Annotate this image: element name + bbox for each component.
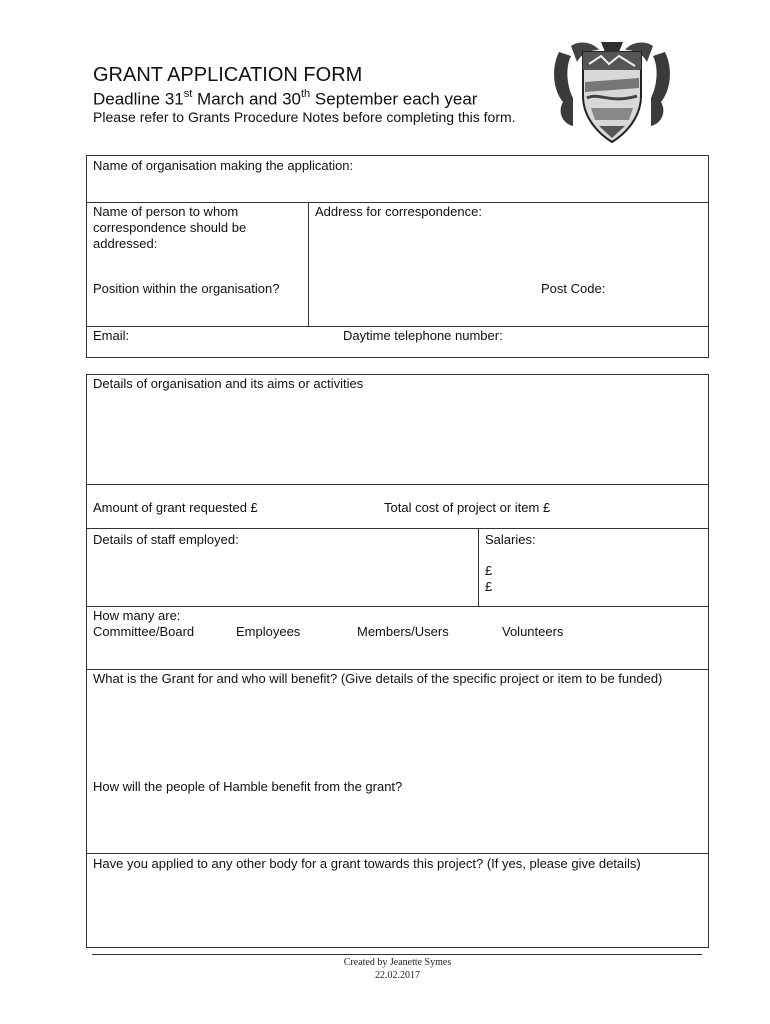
post-code-label: Post Code: xyxy=(541,281,606,296)
how-many-label: How many are: xyxy=(93,608,181,623)
total-cost-label: Total cost of project or item £ xyxy=(384,500,551,515)
salary-pound-1: £ xyxy=(485,563,493,578)
members-label: Members/Users xyxy=(357,624,449,639)
employees-label: Employees xyxy=(236,624,301,639)
other-grants-label: Have you applied to any other body for a grant towards this project? (If yes, please give details) xyxy=(93,856,641,871)
position-label: Position within the organisation? xyxy=(93,281,280,296)
salaries-label: Salaries: xyxy=(485,532,536,547)
phone-label: Daytime telephone number: xyxy=(343,328,503,343)
hamble-benefit-label: How will the people of Hamble benefit from the grant? xyxy=(93,779,403,794)
address-label: Address for correspondence: xyxy=(315,204,482,219)
deadline-text: Deadline 31st March and 30th September each year xyxy=(93,88,478,109)
salary-pound-2: £ xyxy=(485,579,493,594)
procedure-note: Please refer to Grants Procedure Notes before completing this form. xyxy=(93,109,516,125)
contact-person-label: Name of person to whom correspondence should be addressed: xyxy=(93,204,247,251)
footer-divider xyxy=(92,954,702,955)
form-title: GRANT APPLICATION FORM xyxy=(93,64,363,86)
org-details-label: Details of organisation and its aims or activities xyxy=(93,376,364,391)
footer-date: 22.02.2017 xyxy=(375,970,420,981)
footer-created-by: Created by Jeanette Symes xyxy=(343,957,452,968)
committee-label: Committee/Board xyxy=(93,624,195,639)
coat-of-arms-icon xyxy=(549,38,675,146)
staff-label: Details of staff employed: xyxy=(93,532,239,547)
grant-purpose-label: What is the Grant for and who will benefit? (Give details of the specific project or item to be funded) xyxy=(93,671,663,686)
volunteers-label: Volunteers xyxy=(502,624,564,639)
email-label: Email: xyxy=(93,328,130,343)
grant-amount-label: Amount of grant requested £ xyxy=(93,500,258,515)
org-name-label: Name of organisation making the application: xyxy=(93,158,354,173)
